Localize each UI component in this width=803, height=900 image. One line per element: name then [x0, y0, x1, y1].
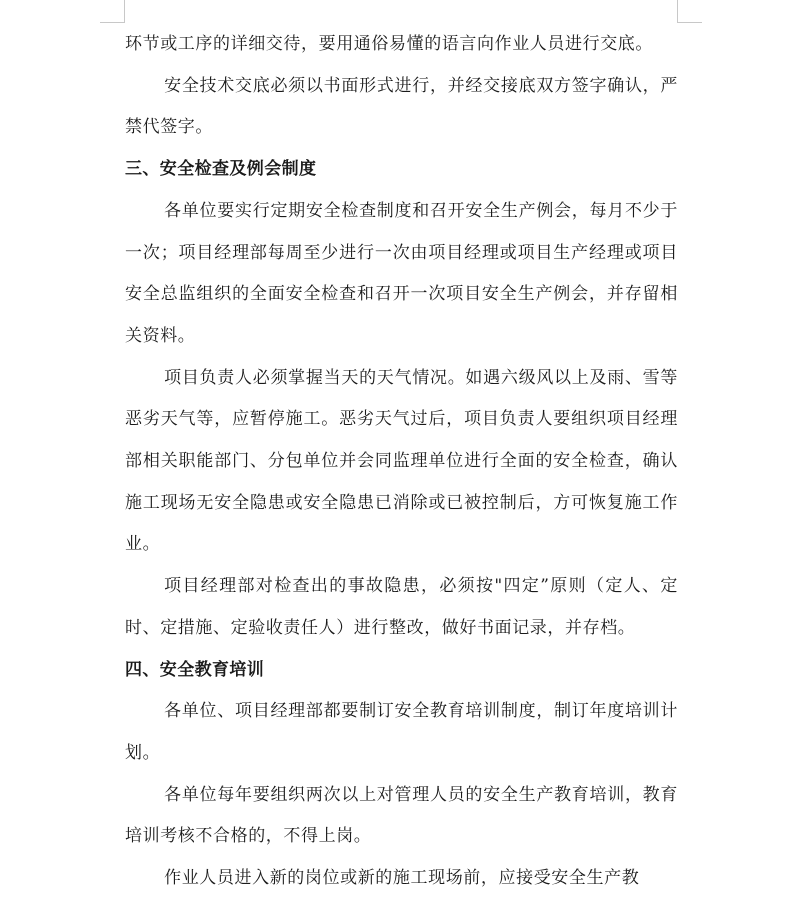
- section-heading: 四、安全教育培训: [125, 659, 265, 680]
- paragraph: 项目负责人必须掌握当天的天气情况。如遇六级风以上及雨、雪等恶劣天气等，应暂停施工。恶劣天气过后，项目负责人要组织项目经理部相关职能部门、分包单位并会同监理单位进行全面的安全检查，确认施工现场无安全隐患或安全隐患已消除或已被控制后，方可恢复施工作业。: [125, 367, 678, 555]
- paragraph: 各单位每年要组织两次以上对管理人员的安全生产教育培训，教育培训考核不合格的，不得上岗。: [125, 784, 678, 847]
- crop-mark-top-right-vertical: [677, 0, 678, 22]
- section-heading: 三、安全检查及例会制度: [125, 159, 317, 180]
- crop-mark-top-right-horizontal: [677, 22, 702, 23]
- paragraph: 环节或工序的详细交待，要用通俗易懂的语言向作业人员进行交底。: [125, 34, 653, 54]
- document-body[interactable]: [125, 24, 678, 900]
- paragraph: 安全技术交底必须以书面形式进行，并经交接底双方签字确认，严禁代签字。: [125, 75, 678, 138]
- paragraph: 项目经理部对检查出的事故隐患，必须按"四定”原则（定人、定时、定措施、定验收责任人）进行整改，做好书面记录，并存档。: [125, 576, 678, 638]
- paragraph: 各单位要实行定期安全检查制度和召开安全生产例会，每月不少于一次；项目经理部每周至少进行一次由项目经理或项目生产经理或项目安全总监组织的全面安全检查和召开一次项目安全生产例会，并存留相关资料。: [125, 200, 678, 346]
- crop-mark-top-left-horizontal: [100, 22, 125, 23]
- paragraph: 各单位、项目经理部都要制订安全教育培训制度，制订年度培训计划。: [125, 701, 678, 763]
- paragraph: 作业人员进入新的岗位或新的施工现场前，应接受安全生产教: [164, 868, 640, 889]
- crop-mark-top-left-vertical: [124, 0, 125, 22]
